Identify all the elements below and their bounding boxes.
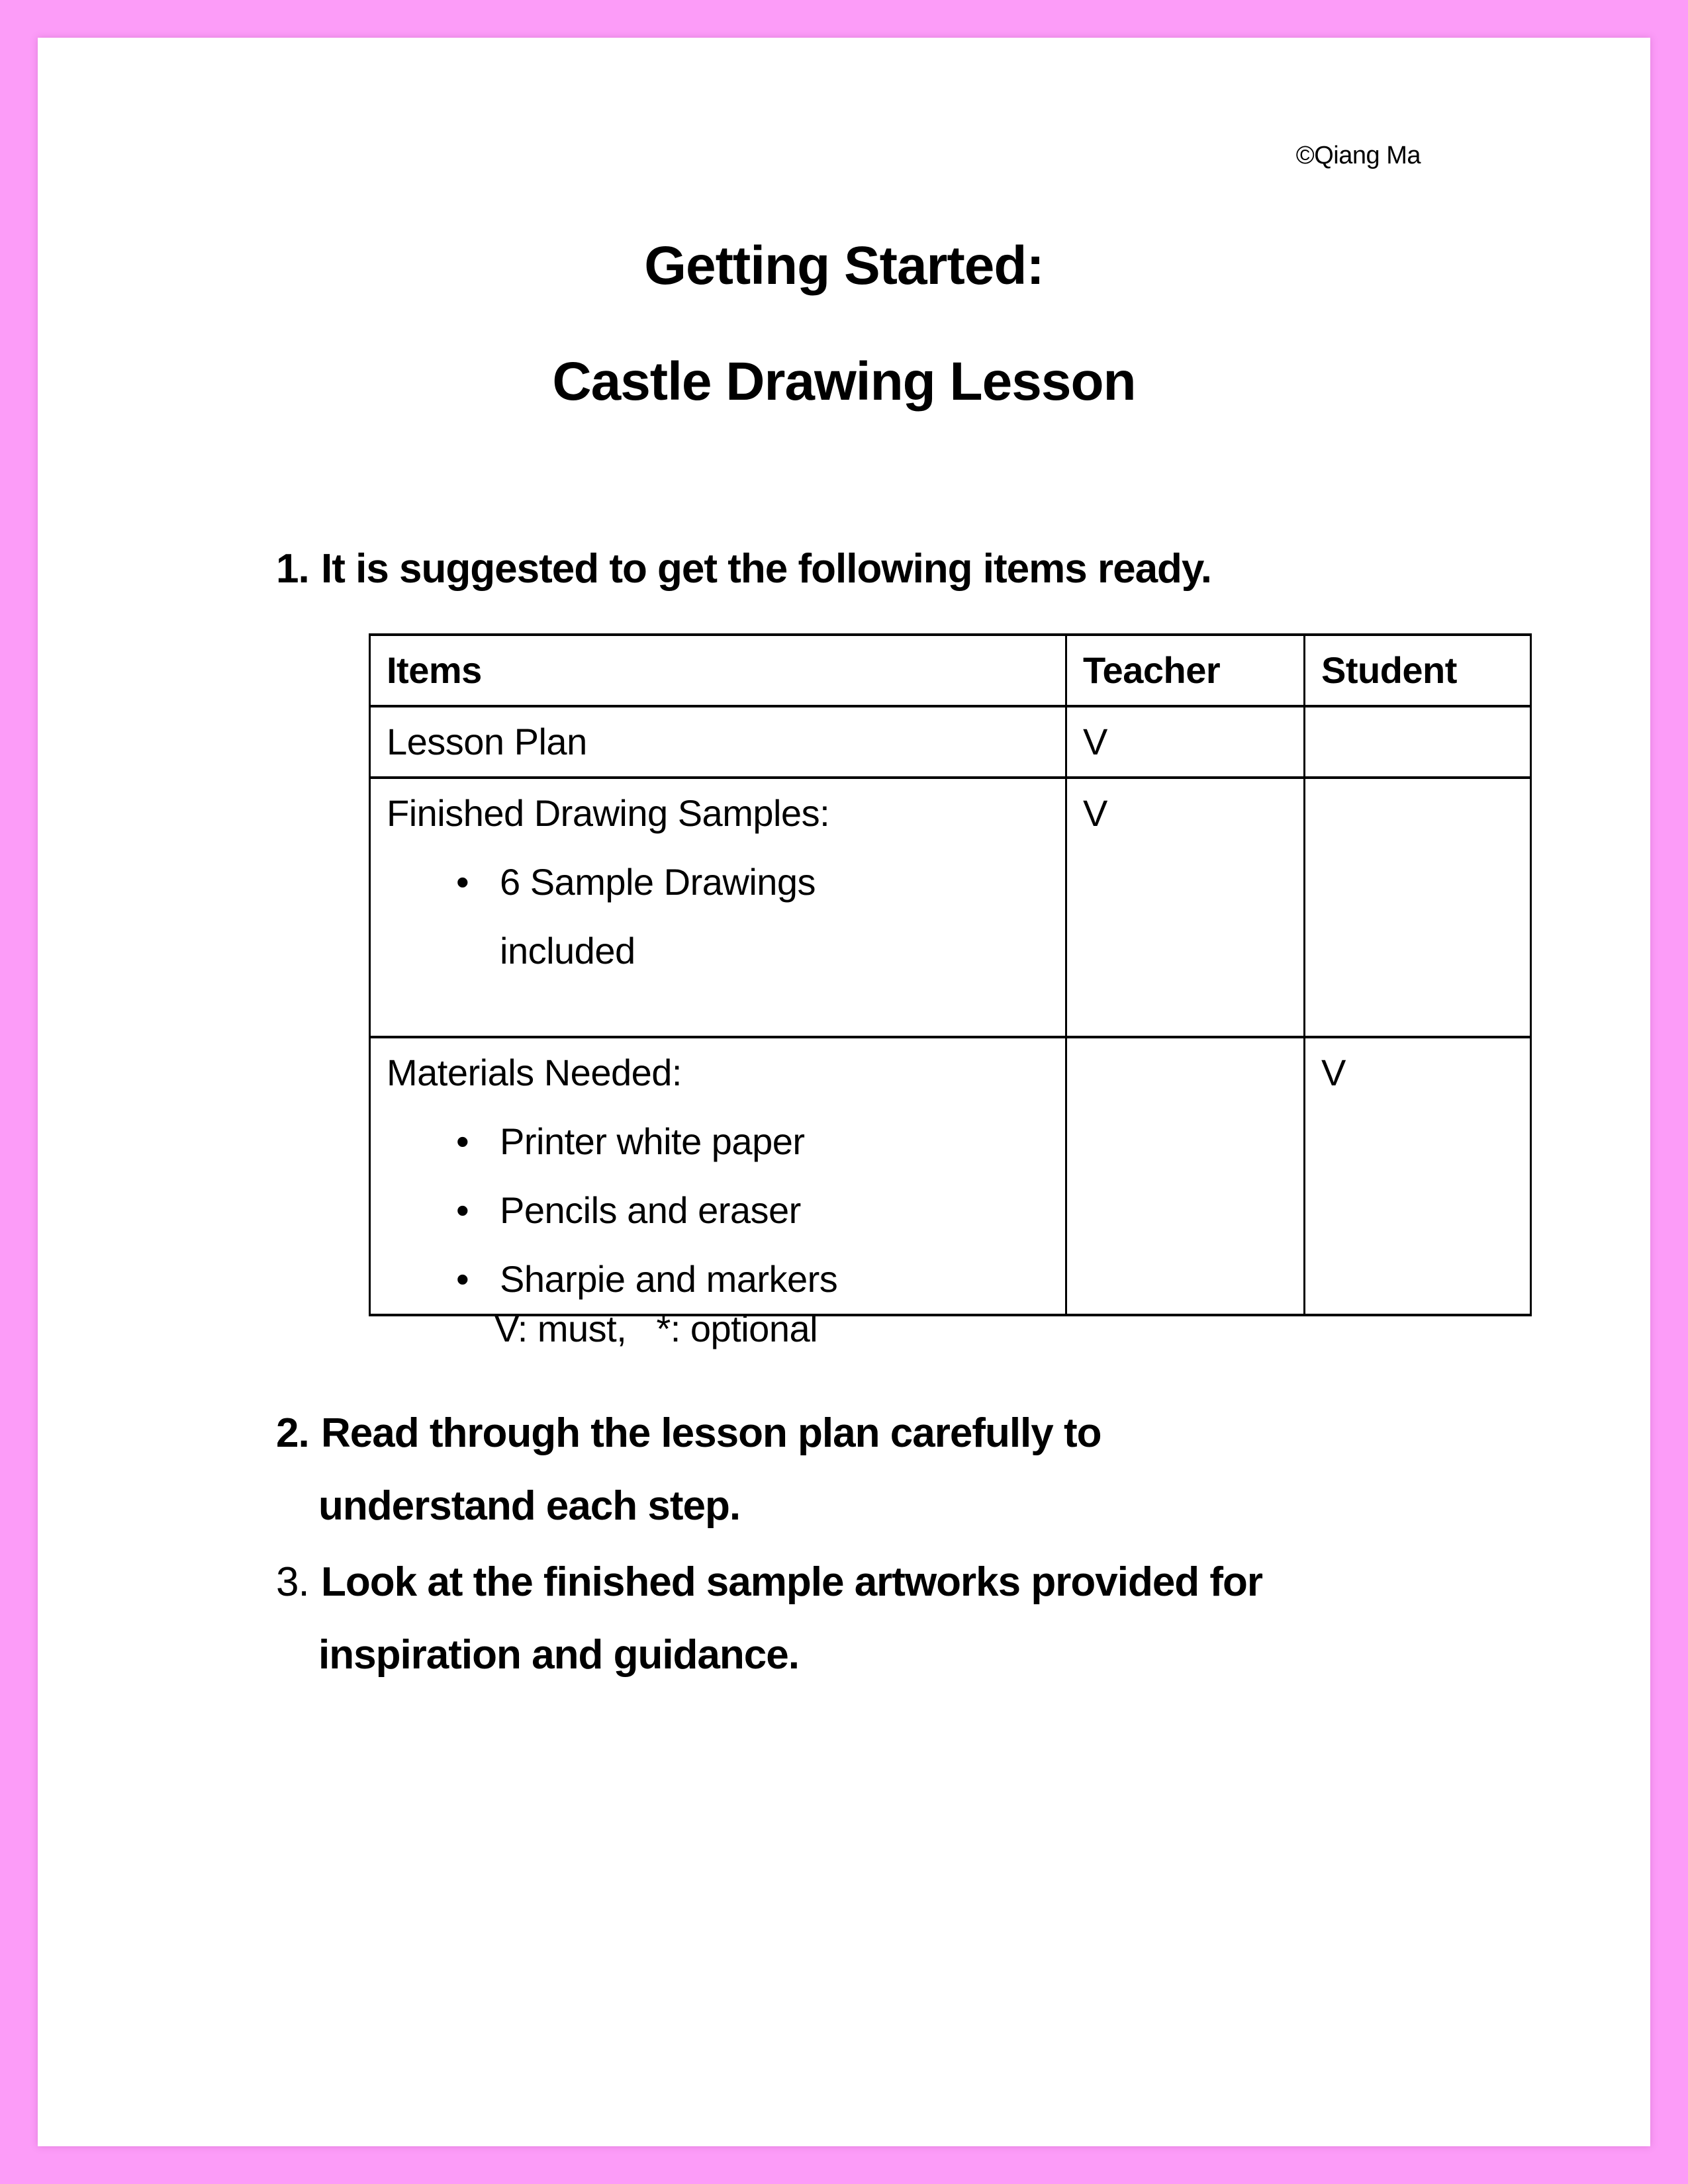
worksheet-page xyxy=(38,38,1650,2146)
bullet-icon: • xyxy=(456,1258,469,1300)
page-title-line-2: Castle Drawing Lesson xyxy=(552,351,1136,412)
step-2-line-2: understand each step. xyxy=(318,1483,741,1529)
step-3-line-2: inspiration and guidance. xyxy=(318,1632,799,1678)
bullet-icon: • xyxy=(456,1189,469,1231)
table-legend: V: must, *: optional xyxy=(494,1308,818,1349)
row-3-bullet-3 xyxy=(387,1245,1058,1314)
table-row-lesson-plan xyxy=(370,706,1531,778)
row-3-bullet-1-text: Printer white paper xyxy=(500,1120,805,1162)
header-cell-teacher: Teacher xyxy=(1066,635,1305,706)
row-1-teacher-mark: V xyxy=(1066,706,1305,778)
row-3-bullet-2 xyxy=(387,1176,1058,1245)
row-2-bullet-1-text: 6 Sample Drawings xyxy=(500,861,816,903)
bullet-icon: • xyxy=(456,861,469,903)
row-3-bullet-2-text: Pencils and eraser xyxy=(500,1189,801,1231)
step-3-line-1 xyxy=(276,1558,1262,1607)
row-2-title: Finished Drawing Samples: xyxy=(387,792,830,834)
copyright-text: ©Qiang Ma xyxy=(1295,142,1421,169)
step-2-line-1 xyxy=(276,1409,1102,1458)
row-3-title: Materials Needed: xyxy=(387,1052,682,1093)
step-2-text-line-1: Read through the lesson plan carefully to xyxy=(321,1410,1102,1456)
row-3-bullet-3-text: Sharpie and markers xyxy=(500,1258,838,1300)
row-2-teacher-mark: V xyxy=(1066,778,1305,1037)
step-1-text: It is suggested to get the following items ready. xyxy=(321,546,1212,592)
table-header-row xyxy=(370,635,1531,706)
row-2-student-mark xyxy=(1305,778,1531,1037)
row-3-teacher-mark xyxy=(1066,1037,1305,1315)
row-2-bullet-1 xyxy=(387,848,1058,917)
row-3-bullet-1 xyxy=(387,1107,1058,1176)
row-1-student-mark xyxy=(1305,706,1531,778)
step-3-number: 3. xyxy=(276,1559,309,1605)
row-2-item-cell xyxy=(370,778,1066,1037)
page-title-line-1: Getting Started: xyxy=(644,236,1044,296)
header-cell-items: Items xyxy=(370,635,1066,706)
bullet-icon: • xyxy=(456,1120,469,1162)
items-table xyxy=(369,633,1532,1316)
row-3-item-cell xyxy=(370,1037,1066,1315)
row-3-student-mark: V xyxy=(1305,1037,1531,1315)
row-1-title: Lesson Plan xyxy=(370,706,1066,778)
row-2-bullet-1-continuation: included xyxy=(500,930,635,972)
header-cell-student: Student xyxy=(1305,635,1531,706)
table-row-finished-samples xyxy=(370,778,1531,1037)
step-2-number: 2. xyxy=(276,1410,309,1456)
step-3-text-line-1: Look at the finished sample artworks provided for xyxy=(321,1559,1263,1605)
table-row-materials-needed xyxy=(370,1037,1531,1315)
step-1 xyxy=(276,545,1211,594)
step-1-number: 1. xyxy=(276,546,309,592)
